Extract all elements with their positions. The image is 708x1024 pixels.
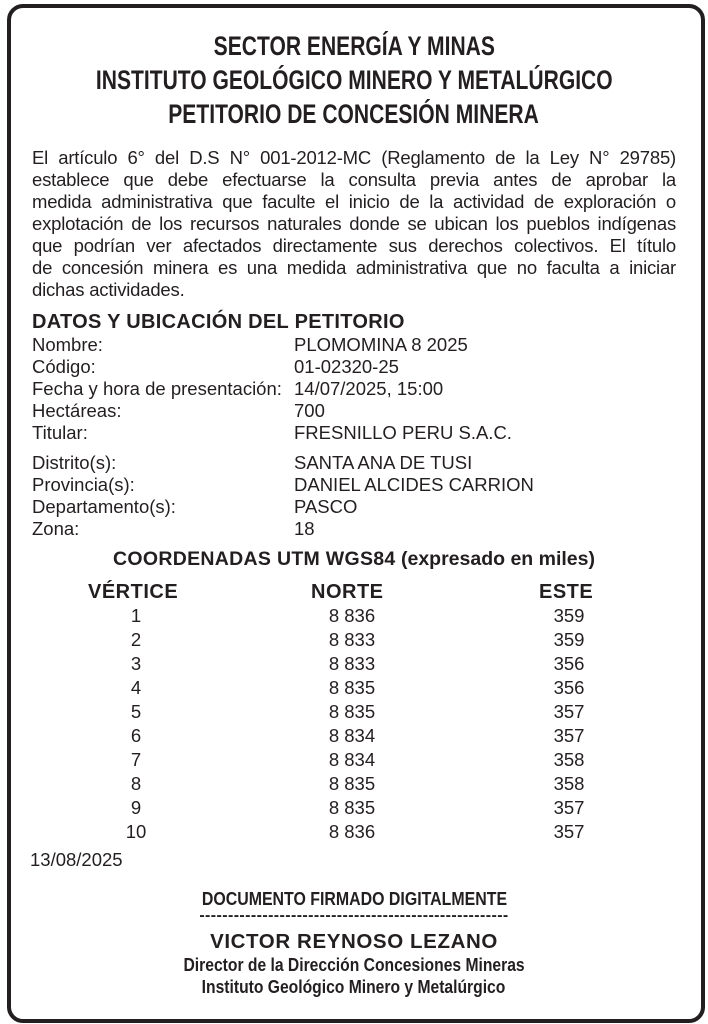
field-label: Distrito(s): [32, 452, 117, 473]
norte-cell: 8 836 [328, 821, 376, 842]
vertex-cell: 5 [130, 701, 142, 722]
vertex-cell: 4 [130, 677, 142, 698]
vertex-cell: 2 [130, 629, 142, 650]
norte-cell: 8 833 [328, 629, 376, 650]
field-hectareas [32, 400, 325, 422]
este-cell: 357 [553, 701, 585, 722]
field-label: Departamento(s): [32, 496, 176, 517]
norte-cell: 8 835 [328, 677, 376, 698]
field-label: Titular: [32, 422, 88, 443]
norte-cell: 8 835 [328, 701, 376, 722]
coords-title-main: COORDENADAS UTM WGS84 [113, 548, 396, 570]
signatory-position: Director de la Dirección Concesiones Mineras [183, 955, 525, 975]
este-cell: 357 [553, 797, 585, 818]
field-codigo [32, 356, 399, 378]
field-fecha [32, 378, 444, 400]
intro-line: de concesión minera es una medida administrativa que no faculta a iniciar [32, 257, 676, 278]
este-cell: 358 [553, 749, 585, 770]
col-header-este: ESTE [539, 581, 594, 603]
signatory-institution: Instituto Geológico Minero y Metalúrgico [202, 977, 506, 997]
coords-title-note: (expresado en miles) [401, 548, 595, 570]
intro-line: El artículo 6° del D.S N° 001-2012-MC (Reglamento de la Ley N° 29785) [32, 147, 676, 168]
vertex-cell: 8 [130, 773, 142, 794]
header-title: PETITORIO DE CONCESIÓN MINERA [168, 99, 540, 129]
este-cell: 356 [553, 677, 585, 698]
field-value: 18 [294, 518, 315, 539]
vertex-cell: 7 [130, 749, 142, 770]
vertex-cell: 9 [130, 797, 142, 818]
header-institute: INSTITUTO GEOLÓGICO MINERO Y METALÚRGICO [95, 65, 613, 95]
field-departamento [32, 496, 358, 518]
field-value: 14/07/2025, 15:00 [294, 378, 444, 399]
field-value: FRESNILLO PERU S.A.C. [294, 422, 512, 443]
field-label: Hectáreas: [32, 400, 122, 421]
col-header-norte: NORTE [311, 581, 384, 603]
field-zona [32, 518, 315, 540]
intro-paragraph [32, 147, 676, 301]
field-value: 01-02320-25 [294, 356, 399, 377]
field-label: Código: [32, 356, 96, 377]
vertex-cell: 3 [130, 653, 142, 674]
norte-cell: 8 835 [328, 773, 376, 794]
intro-line: explotación de los recursos naturales donde se ubican los pueblos indígenas [32, 213, 676, 234]
intro-line: que podrían ver afectados directamente sus derechos colectivos. El título [32, 235, 676, 256]
vertex-cell: 6 [130, 725, 142, 746]
este-cell: 357 [553, 821, 585, 842]
publication-date: 13/08/2025 [30, 849, 123, 870]
signed-notice: DOCUMENTO FIRMADO DIGITALMENTE [201, 888, 507, 909]
norte-cell: 8 835 [328, 797, 376, 818]
field-titular [32, 422, 512, 444]
intro-line: establece que debe efectuarse la consulta previa antes de aprobar la [32, 169, 676, 190]
este-cell: 357 [553, 725, 585, 746]
norte-cell: 8 836 [328, 605, 376, 626]
intro-line: dichas actividades. [32, 279, 185, 300]
field-label: Nombre: [32, 334, 103, 355]
norte-cell: 8 834 [328, 725, 376, 746]
field-value: DANIEL ALCIDES CARRION [294, 474, 534, 495]
field-nombre [32, 334, 468, 356]
field-value: SANTA ANA DE TUSI [294, 452, 473, 473]
field-label: Fecha y hora de presentación: [32, 378, 282, 399]
header-sector: SECTOR ENERGÍA Y MINAS [213, 31, 495, 61]
col-header-vertice: VÉRTICE [88, 581, 179, 603]
signatory-name: VICTOR REYNOSO LEZANO [210, 930, 498, 953]
vertex-cell: 1 [130, 605, 142, 626]
vertex-cell: 10 [125, 821, 147, 842]
intro-line: medida administrativa que faculte el inicio de la actividad de exploración o [32, 191, 676, 212]
section-title: DATOS Y UBICACIÓN DEL PETITORIO [32, 311, 405, 333]
norte-cell: 8 834 [328, 749, 376, 770]
este-cell: 359 [553, 629, 585, 650]
field-value: PLOMOMINA 8 2025 [294, 334, 468, 355]
este-cell: 359 [553, 605, 585, 626]
field-label: Zona: [32, 518, 80, 539]
field-value: 700 [294, 400, 325, 421]
field-provincia [32, 474, 534, 496]
field-label: Provincia(s): [32, 474, 135, 495]
coords-title [0, 547, 708, 571]
este-cell: 356 [553, 653, 585, 674]
field-value: PASCO [294, 496, 358, 517]
este-cell: 358 [553, 773, 585, 794]
signature-line: ------------------------------------------------------ [199, 907, 509, 924]
field-distrito [32, 452, 473, 474]
norte-cell: 8 833 [328, 653, 376, 674]
